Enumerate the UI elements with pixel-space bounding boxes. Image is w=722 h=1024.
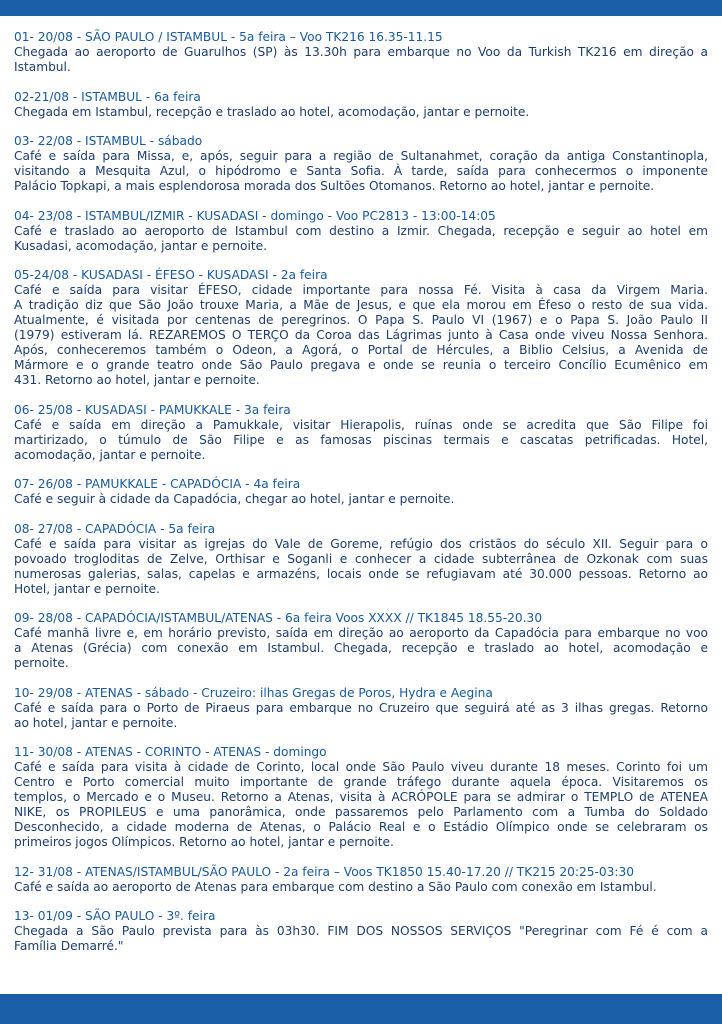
bottom-band bbox=[0, 994, 722, 1024]
day-text-line: Café e traslado ao aeroporto de Istambul com destino a Izmir. Chegada, recepção e seguir ao hotel em bbox=[14, 223, 708, 238]
top-band bbox=[0, 0, 722, 16]
day-text-line: A tradição diz que São João trouxe Maria, a Mãe de Jesus, e que ela morou em Éfeso o resto de sua vida. bbox=[14, 298, 708, 312]
day-04 bbox=[14, 209, 708, 254]
day-heading: 10- 29/08 - ATENAS - sábado - Cruzeiro: ilhas Gregas de Poros, Hydra e Aegina bbox=[14, 685, 493, 700]
day-text-line: Hotel, jantar e pernoite. bbox=[14, 581, 160, 596]
day-08 bbox=[14, 522, 708, 597]
day-03 bbox=[14, 134, 708, 194]
day-13 bbox=[14, 909, 708, 954]
day-text-line: Café e saída para Missa, e, após, seguir para a região de Sultanahmet, coração da antiga Constantinopla, bbox=[14, 149, 708, 163]
day-text-line: Família Demarré." bbox=[14, 939, 124, 953]
day-heading: 08- 27/08 - CAPADÓCIA - 5a feira bbox=[14, 521, 216, 536]
day-text-line: ao hotel, jantar e pernoite. bbox=[14, 715, 178, 730]
day-text-line: Istambul. bbox=[14, 60, 71, 74]
day-text-line: Centro e Porto comercial muito importante de grande tráfego durante aquela época. Visitaremos os bbox=[14, 775, 708, 789]
day-text-line: Café e saída para visitar ÉFESO, cidade importante para nossa Fé. Visita à casa da Virgem Maria. bbox=[14, 283, 708, 297]
day-06 bbox=[14, 403, 708, 463]
day-text-line: pernoite. bbox=[14, 656, 69, 670]
day-text-line: Café e saída para visitar as igrejas do Vale de Goreme, refúgio dos cristãos do século XII. Seguir para o bbox=[14, 536, 708, 551]
day-heading: 12- 31/08 - ATENAS/ISTAMBUL/SÃO PAULO - 2a feira – Voos TK1850 15.40-17.20 // TK215 20:25-03:30 bbox=[14, 864, 635, 879]
day-text-line: acomodação, jantar e pernoite. bbox=[14, 447, 206, 462]
day-text-line: Atualmente, é visitada por centenas de peregrinos. O Papa S. Paulo VI (1967) e o Papa S. João Paulo II bbox=[14, 313, 708, 327]
day-07 bbox=[14, 477, 708, 507]
day-heading: 11- 30/08 - ATENAS - CORINTO - ATENAS - domingo bbox=[14, 745, 327, 759]
day-text-line: martirizado, o túmulo de São Filipe e as famosas piscinas termais e cascatas petrificadas. Hotel, bbox=[14, 432, 708, 447]
day-heading: 13- 01/09 - SÃO PAULO - 3º. feira bbox=[14, 909, 216, 923]
day-09 bbox=[14, 611, 708, 671]
day-heading: 09- 28/08 - CAPADÓCIA/ISTAMBUL/ATENAS - 6a feira Voos XXXX // TK1845 18.55-20.30 bbox=[14, 611, 543, 625]
day-text-line: Café e saída para o Porto de Piraeus para embarque no Cruzeiro que seguirá até as 3 ilhas gregas. Retorno bbox=[14, 700, 708, 715]
day-01 bbox=[14, 30, 708, 75]
day-12 bbox=[14, 865, 708, 895]
day-text-line: Após, conheceremos também o Odeon, a Agorá, o Portal de Hércules, a Biblio Celsius, a Avenida de bbox=[14, 343, 708, 357]
day-text-line: Mármore e o grande teatro onde São Paulo pregava e onde se reunia o terceiro Concílio Ecumênico em bbox=[14, 358, 708, 372]
day-text-line: numerosas galerias, salas, capelas e armazéns, locais onde se refugiavam até 30.000 pessoas. Retorno ao bbox=[14, 566, 708, 581]
day-text-line: povoado trogloditas de Zelve, Orthisar e Soganli e conhecer a cidade subterrânea de Ozkonak com suas bbox=[14, 551, 708, 566]
day-text-line: Café manhã livre e, em horário previsto, saída em direção ao aeroporto da Capadócia para embarque no voo bbox=[14, 626, 708, 640]
day-text-line: primeiros jogos Olímpicos. Retorno ao hotel, jantar e pernoite. bbox=[14, 835, 394, 849]
day-text-line: Café e saída ao aeroporto de Atenas para embarque com destino a São Paulo com conexão em Istambul. bbox=[14, 879, 657, 894]
day-heading: 04- 23/08 - ISTAMBUL/IZMIR - KUSADASI - domingo - Voo PC2813 - 13:00-14:05 bbox=[14, 208, 496, 223]
day-11 bbox=[14, 745, 708, 850]
day-text-line: templos, o Mercado e o Museu. Retorno a Atenas, visita à ACRÓPOLE para se admirar o TEMPLO de ATENEA bbox=[14, 790, 708, 804]
day-heading: 03- 22/08 - ISTAMBUL - sábado bbox=[14, 134, 203, 148]
day-heading: 05-24/08 - KUSADASI - ÉFESO - KUSADASI - 2a feira bbox=[14, 268, 328, 282]
day-text-line: Chegada em Istambul, recepção e traslado ao hotel, acomodação, jantar e pernoite. bbox=[14, 104, 530, 119]
day-text-line: a Atenas (Grécia) com conexão em Istambul. Chegada, recepção e traslado ao hotel, acomodação e bbox=[14, 641, 708, 655]
day-text-line: (1979) estiveram lá. REZAREMOS O TERÇO da Coroa das Lágrimas junto à Casa onde viveu Nossa Senhora. bbox=[14, 328, 708, 342]
day-text-line: Café e saída em direção a Pamukkale, visitar Hierapolis, ruínas onde se acredita que São Filipe foi bbox=[14, 417, 708, 432]
day-text-line: Chegada ao aeroporto de Guarulhos (SP) às 13.30h para embarque no Voo da Turkish TK216 em direção a bbox=[14, 45, 708, 59]
day-text-line: Café e seguir à cidade da Capadócia, chegar ao hotel, jantar e pernoite. bbox=[14, 492, 455, 506]
day-text-line: Chegada a São Paulo prevista para às 03h30. FIM DOS NOSSOS SERVIÇOS "Peregrinar com Fé é com a bbox=[14, 924, 708, 938]
day-text-line: NIKE, os PROPILEUS e uma panorâmica, onde passaremos pelo Parlamento com a Tumba do Soldado bbox=[14, 805, 708, 819]
itinerary bbox=[14, 30, 708, 969]
day-heading: 06- 25/08 - KUSADASI - PAMUKKALE - 3a feira bbox=[14, 402, 291, 417]
day-05 bbox=[14, 268, 708, 388]
day-text-line: visitando a Mesquita Azul, o hipódromo e Santa Sofia. À tarde, saída para conhecermos o imponente bbox=[14, 164, 708, 178]
day-text-line: Palácio Topkapi, a mais esplendorosa morada dos Sultões Otomanos. Retorno ao hotel, jantar e pernoite. bbox=[14, 179, 655, 193]
day-heading: 02-21/08 - ISTAMBUL - 6a feira bbox=[14, 89, 201, 104]
day-10 bbox=[14, 686, 708, 731]
day-heading: 01- 20/08 - SÃO PAULO / ISTAMBUL - 5a feira – Voo TK216 16.35-11.15 bbox=[14, 30, 443, 44]
day-text-line: 431. Retorno ao hotel, jantar e pernoite. bbox=[14, 373, 260, 387]
day-text-line: Kusadasi, acomodação, jantar e pernoite. bbox=[14, 238, 267, 253]
day-text-line: Café e saída para visita à cidade de Corinto, local onde São Paulo viveu durante 18 meses. Corinto foi um bbox=[14, 760, 708, 774]
day-heading: 07- 26/08 - PAMUKKALE - CAPADÓCIA - 4a feira bbox=[14, 477, 301, 491]
day-text-line: Desconhecido, a cidade moderna de Atenas, o Palácio Real e o Estádio Olímpico onde se celebraram os bbox=[14, 820, 708, 834]
day-02 bbox=[14, 90, 708, 120]
